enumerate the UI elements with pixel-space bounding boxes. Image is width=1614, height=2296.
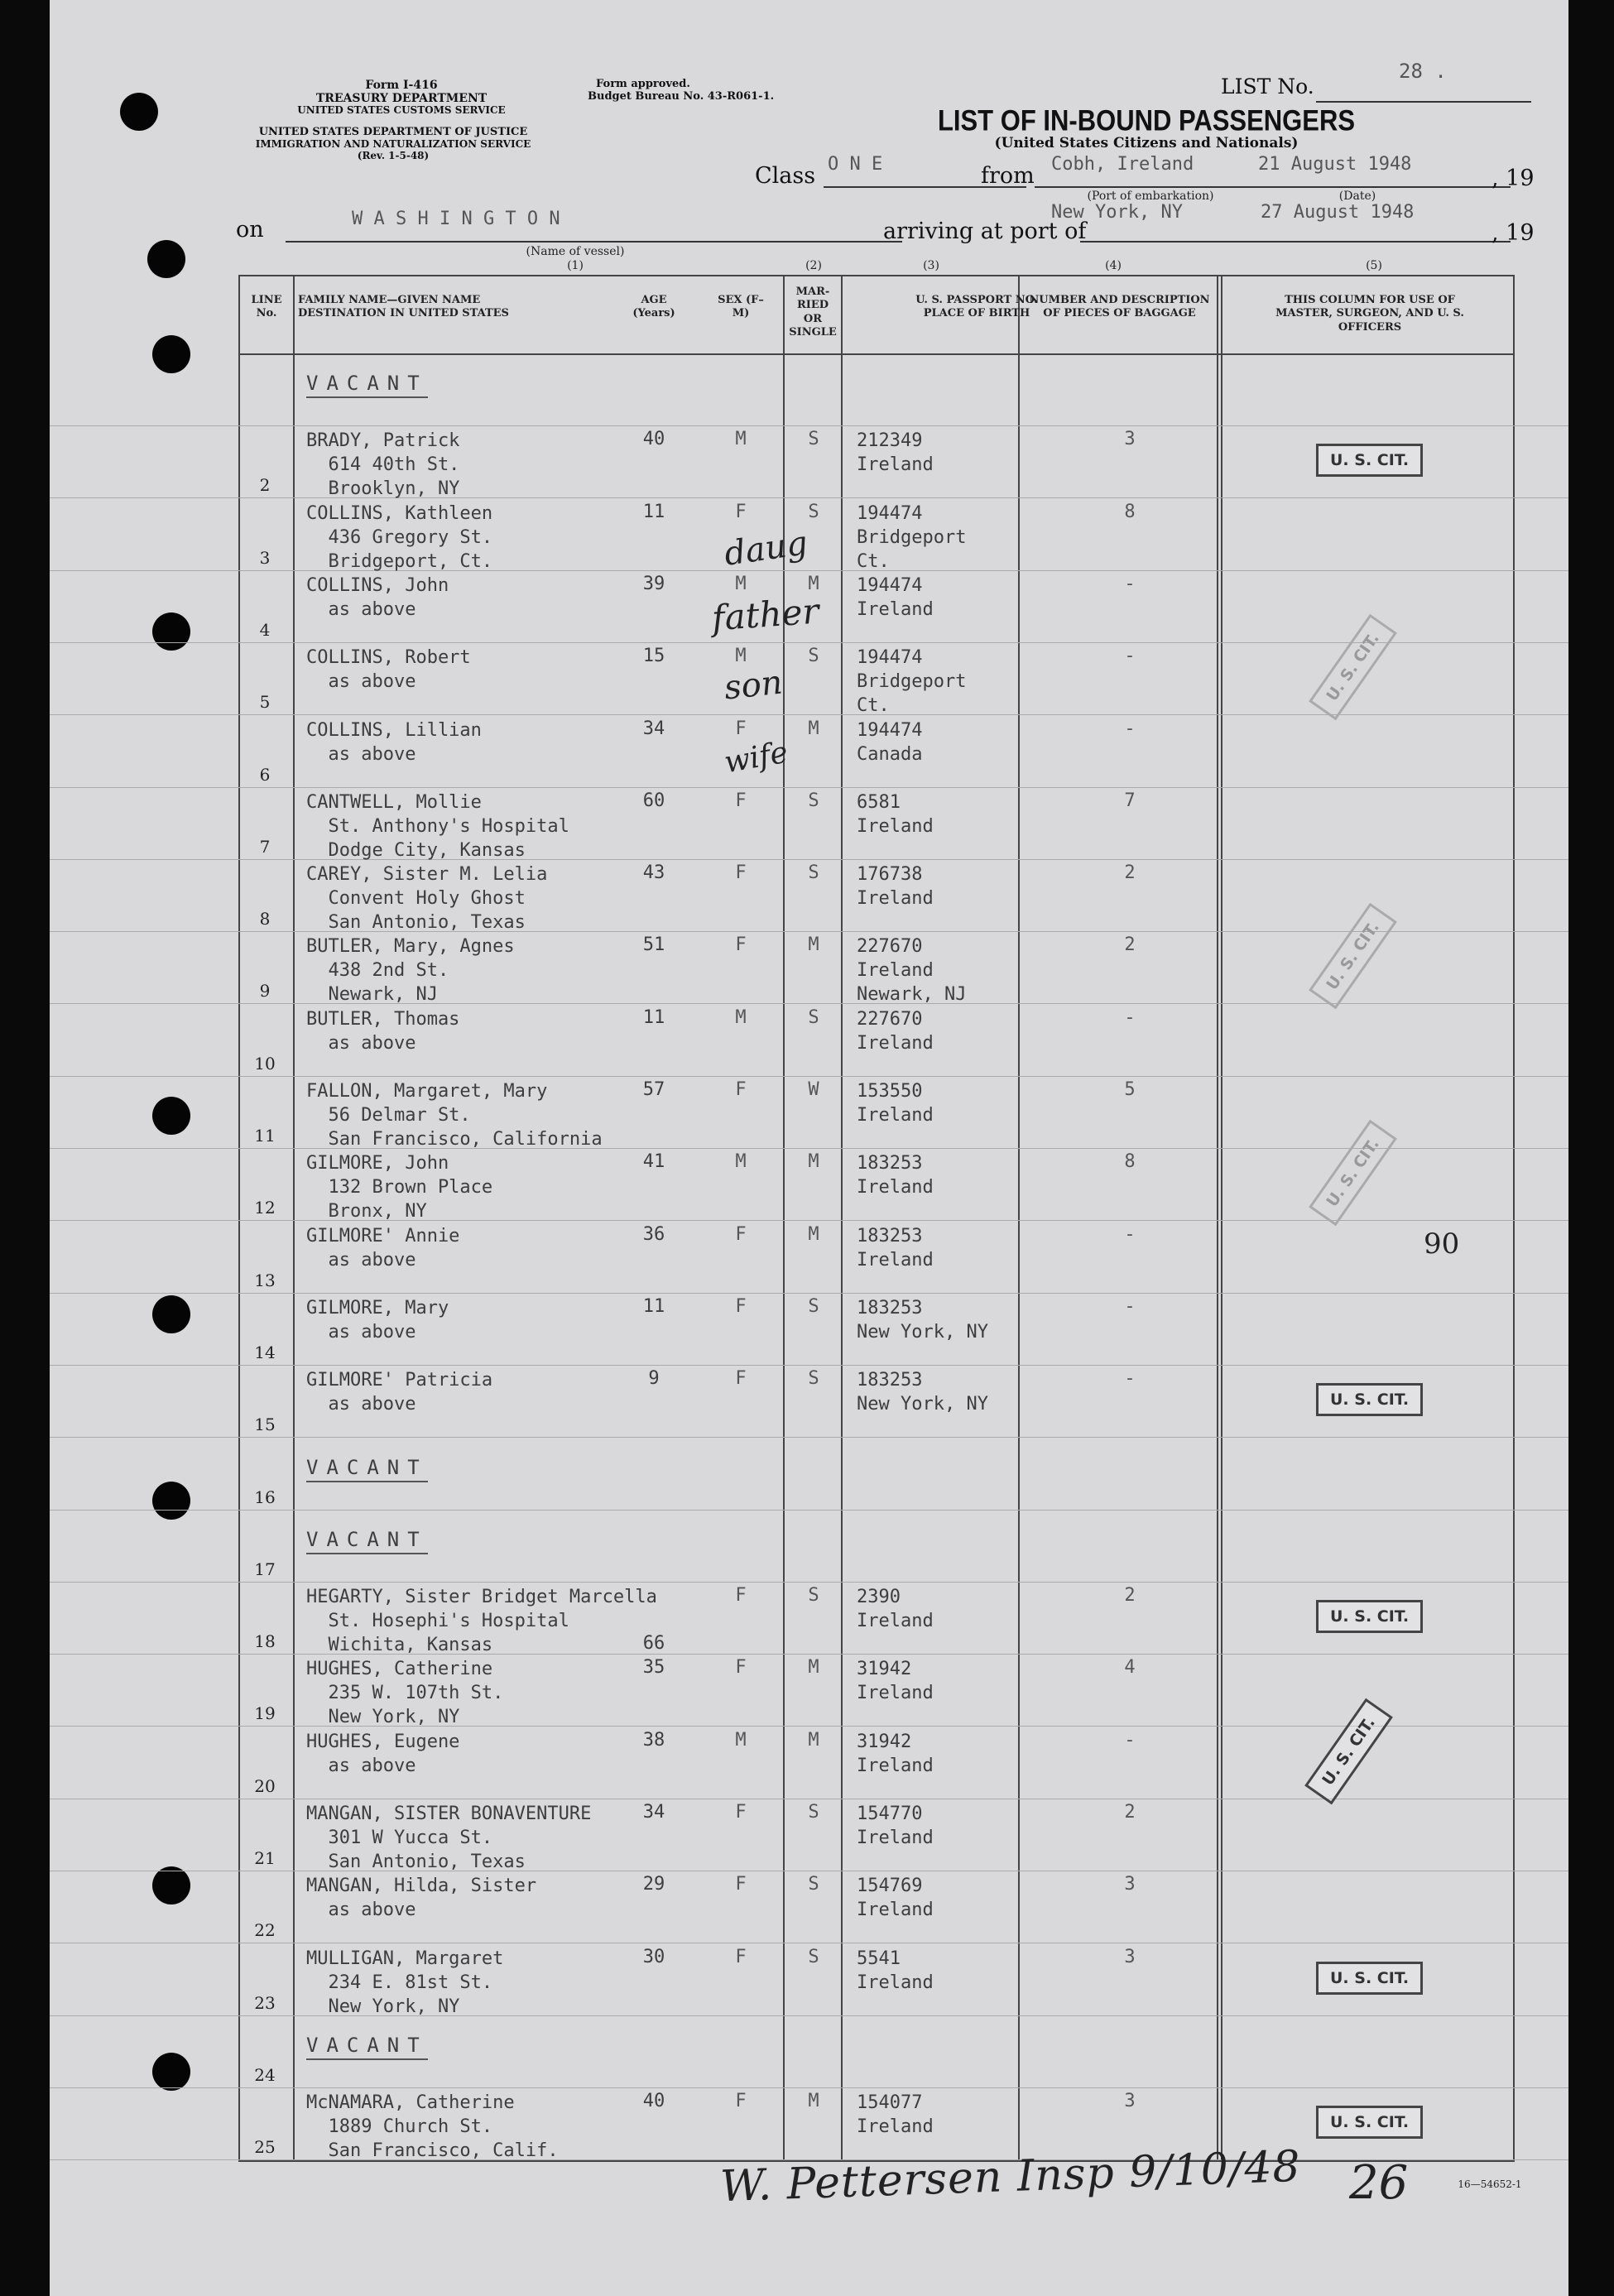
revision: (Rev. 1-5-48) xyxy=(357,149,430,161)
table-row xyxy=(50,2087,1568,2160)
baggage-count: 2 xyxy=(1124,1585,1136,1607)
table-row xyxy=(50,1365,1568,1438)
marital-status: M xyxy=(808,934,819,956)
arrival-underline xyxy=(1080,241,1511,243)
marital-status: M xyxy=(808,1151,819,1173)
line-number: 23 xyxy=(254,1992,276,2013)
handwritten-relation-father: father xyxy=(710,590,821,639)
baggage-count: 4 xyxy=(1124,1657,1136,1679)
line-number: 10 xyxy=(254,1053,276,1074)
baggage-count: - xyxy=(1124,718,1136,739)
passport-birthplace: 212349 Ireland xyxy=(857,430,934,476)
vacant-label: VACANT xyxy=(306,1528,428,1554)
vessel-underline xyxy=(286,241,902,243)
table-row xyxy=(50,715,1568,788)
arriving-label: arriving at port of xyxy=(883,219,1087,244)
passenger-age: 41 xyxy=(642,1151,665,1173)
marital-status: S xyxy=(808,790,819,811)
passenger-sex: F xyxy=(735,862,747,884)
baggage-count: - xyxy=(1124,646,1136,667)
form-sheet xyxy=(50,0,1568,2296)
line-number: 18 xyxy=(254,1631,276,1652)
passenger-name-destination: MANGAN, SISTER BONAVENTURE 301 W Yucca St. San Antonio, Texas xyxy=(306,1804,592,1872)
inspector-signature: W. Pettersen Insp 9/10/48 xyxy=(719,2141,1302,2212)
line-number: 3 xyxy=(259,547,271,568)
passport-birthplace: 183253 Ireland xyxy=(857,1225,934,1270)
marital-status: S xyxy=(808,1946,819,1967)
table-top-border xyxy=(238,275,1513,276)
passenger-sex: M xyxy=(735,573,747,594)
line-number: 12 xyxy=(254,1198,276,1218)
customs-service: UNITED STATES CUSTOMS SERVICE xyxy=(297,104,506,117)
handwritten-mark: 90 xyxy=(1424,1227,1460,1261)
treasury-dept: TREASURY DEPARTMENT xyxy=(315,92,488,106)
punch-hole xyxy=(120,93,158,131)
baggage-count: 3 xyxy=(1124,429,1136,450)
line-number: 19 xyxy=(254,1703,276,1724)
passenger-sex: F xyxy=(735,1223,747,1245)
passenger-age: 36 xyxy=(642,1223,665,1245)
baggage-count: - xyxy=(1124,1223,1136,1245)
handwritten-relation-son: son xyxy=(722,663,785,708)
passenger-sex: M xyxy=(735,1006,747,1028)
table-row xyxy=(50,1713,1568,1799)
arrival-date: 27 August 1948 xyxy=(1261,202,1415,223)
marital-status: S xyxy=(808,1006,819,1028)
passenger-age: 60 xyxy=(642,790,665,811)
baggage-count: - xyxy=(1124,573,1136,594)
vacant-row xyxy=(50,353,1568,426)
passenger-age: 9 xyxy=(648,1368,660,1390)
passenger-name-destination: COLLINS, John as above xyxy=(306,574,449,620)
date-caption-a: (Date) xyxy=(1338,190,1376,203)
baggage-count: - xyxy=(1124,1006,1136,1028)
table-row xyxy=(50,1076,1568,1149)
passenger-age: 11 xyxy=(642,1295,665,1317)
col-head-line: LINE No. xyxy=(251,294,282,320)
marital-status: S xyxy=(808,646,819,667)
ins-service: IMMIGRATION AND NATURALIZATION SERVICE xyxy=(255,137,531,150)
marital-status: M xyxy=(808,573,819,594)
embark-port: Cobh, Ireland xyxy=(1051,154,1194,175)
passenger-name-destination: BUTLER, Mary, Agnes 438 2nd St. Newark, NJ xyxy=(306,936,515,1006)
passenger-sex: F xyxy=(735,1874,747,1895)
passport-birthplace: 194474 Canada xyxy=(857,719,923,765)
baggage-count: 2 xyxy=(1124,934,1136,956)
marital-status: M xyxy=(808,2091,819,2112)
passport-birthplace: 183253 New York, NY xyxy=(857,1370,988,1415)
passenger-name-destination: COLLINS, Lillian as above xyxy=(306,719,482,765)
passenger-age: 34 xyxy=(642,1802,665,1823)
passport-birthplace: 176738 Ireland xyxy=(857,864,934,910)
us-cit-stamp: U. S. CIT. xyxy=(1316,444,1423,477)
line-number: 11 xyxy=(254,1126,276,1146)
vessel-name: W A S H I N G T O N xyxy=(352,209,560,229)
line-number: 25 xyxy=(254,2137,276,2158)
passenger-age: 29 xyxy=(642,1874,665,1895)
year-19-a: , 19 xyxy=(1492,166,1535,191)
passenger-name-destination: MULLIGAN, Margaret 234 E. 81st St. New York, NY xyxy=(306,1948,504,2017)
baggage-count: 3 xyxy=(1124,1946,1136,1967)
marital-status: S xyxy=(808,1585,819,1607)
passenger-sex: M xyxy=(735,1729,747,1751)
passenger-age: 11 xyxy=(642,1006,665,1028)
table-row xyxy=(50,1582,1568,1655)
passenger-age: 11 xyxy=(642,501,665,522)
passport-birthplace: 183253 Ireland xyxy=(857,1153,934,1198)
marital-status: M xyxy=(808,1657,819,1679)
baggage-count: - xyxy=(1124,1295,1136,1317)
vacant-label: VACANT xyxy=(306,372,428,398)
handwritten-relation-wife: wife xyxy=(722,735,790,781)
passenger-name-destination: McNAMARA, Catherine 1889 Church St. San Francisco, Calif. xyxy=(306,2092,559,2162)
passenger-name-destination: MANGAN, Hilda, Sister as above xyxy=(306,1876,537,1921)
table-row xyxy=(50,1004,1568,1077)
col-head-married: MAR- RIED OR SINGLE xyxy=(789,286,837,339)
col-head-name: FAMILY NAME—GIVEN NAME DESTINATION IN UNITED STATES xyxy=(298,294,509,320)
passport-birthplace: 194474 Ireland xyxy=(857,574,934,620)
list-no-label: LIST No. xyxy=(1221,74,1314,98)
passenger-age: 15 xyxy=(642,646,665,667)
page-subtitle: (United States Citizens and Nationals) xyxy=(994,135,1299,151)
passport-birthplace: 227670 Ireland Newark, NJ xyxy=(857,936,967,1006)
passenger-age: 38 xyxy=(642,1729,665,1751)
us-cit-stamp: U. S. CIT. xyxy=(1316,1600,1423,1633)
passenger-sex: F xyxy=(735,1079,747,1100)
passenger-sex: F xyxy=(735,1295,747,1317)
passenger-name-destination: CANTWELL, Mollie St. Anthony's Hospital Dodge City, Kansas xyxy=(306,791,569,861)
table-row xyxy=(50,1799,1568,1871)
passenger-name-destination: GILMORE' Patricia as above xyxy=(306,1370,493,1415)
line-number: 5 xyxy=(259,692,271,713)
table-row xyxy=(50,1871,1568,1943)
page-title: LIST OF IN-BOUND PASSENGERS xyxy=(937,103,1356,137)
table-row xyxy=(50,425,1568,498)
vacant-row xyxy=(50,2015,1568,2088)
us-cit-stamp-faint: U. S. CIT. xyxy=(1309,614,1397,721)
vacant-row xyxy=(50,1510,1568,1583)
line-number: 21 xyxy=(254,1848,276,1868)
line-number: 20 xyxy=(254,1775,276,1796)
us-cit-stamp: U. S. CIT. xyxy=(1316,1962,1423,1995)
marital-status: M xyxy=(808,1729,819,1751)
page-number-handwritten: 26 xyxy=(1349,2156,1409,2210)
vessel-caption: (Name of vessel) xyxy=(526,245,625,258)
from-label: from xyxy=(981,163,1035,189)
passport-birthplace: 5541 Ireland xyxy=(857,1948,934,1993)
passenger-name-destination: GILMORE, Mary as above xyxy=(306,1297,449,1343)
table-row xyxy=(50,1221,1568,1294)
marital-status: S xyxy=(808,1295,819,1317)
passenger-sex: F xyxy=(735,718,747,739)
baggage-count: 2 xyxy=(1124,862,1136,884)
form-approved: Form approved. xyxy=(596,78,690,90)
print-code: 16—54652-1 xyxy=(1458,2178,1522,2190)
baggage-count: 3 xyxy=(1124,2091,1136,2112)
passenger-age: 40 xyxy=(642,2091,665,2112)
us-cit-stamp-faint: U. S. CIT. xyxy=(1309,903,1397,1010)
vessel-col-no: (1) xyxy=(567,259,584,272)
passport-birthplace: 153550 Ireland xyxy=(857,1081,934,1126)
class-value: O N E xyxy=(828,154,883,175)
embark-date: 21 August 1948 xyxy=(1258,154,1412,175)
baggage-count: 8 xyxy=(1124,1151,1136,1173)
col-no-2: (2) xyxy=(805,259,822,272)
year-19-b: , 19 xyxy=(1492,220,1535,246)
us-cit-stamp: U. S. CIT. xyxy=(1316,2106,1423,2139)
embark-port-caption: (Port of embarkation) xyxy=(1087,190,1214,203)
baggage-count: 3 xyxy=(1124,1874,1136,1895)
passenger-sex: F xyxy=(735,1946,747,1967)
passenger-sex: F xyxy=(735,1368,747,1390)
line-number: 13 xyxy=(254,1270,276,1290)
line-number: 14 xyxy=(254,1342,276,1362)
vacant-row xyxy=(50,1438,1568,1511)
passenger-age: 35 xyxy=(642,1657,665,1679)
passenger-age: 40 xyxy=(642,429,665,450)
marital-status: M xyxy=(808,718,819,739)
passport-birthplace: 194474 Bridgeport Ct. xyxy=(857,647,967,717)
form-number: Form I-416 xyxy=(365,79,438,92)
table-row xyxy=(50,1654,1568,1727)
passport-birthplace: 2390 Ireland xyxy=(857,1587,934,1632)
marital-status: W xyxy=(808,1079,819,1100)
us-cit-stamp-faint: U. S. CIT. xyxy=(1309,1120,1397,1227)
passenger-age: 30 xyxy=(642,1946,665,1967)
passenger-sex: M xyxy=(735,1151,747,1173)
baggage-count: 7 xyxy=(1124,790,1136,811)
passenger-sex: M xyxy=(735,646,747,667)
passenger-name-destination: GILMORE' Annie as above xyxy=(306,1225,460,1270)
line-number: 8 xyxy=(259,909,271,929)
passenger-name-destination: BRADY, Patrick 614 40th St. Brooklyn, NY xyxy=(306,430,460,500)
passenger-sex: F xyxy=(735,1657,747,1679)
col-head-passport: U. S. PASSPORT NO. PLACE OF BIRTH xyxy=(915,294,1038,320)
justice-block xyxy=(236,127,550,162)
col-no-4: (4) xyxy=(1105,259,1122,272)
line-number: 9 xyxy=(259,981,271,1001)
passenger-sex: F xyxy=(735,790,747,811)
passenger-age: 51 xyxy=(642,934,665,956)
table-row xyxy=(50,1943,1568,2016)
line-number: 24 xyxy=(254,2064,276,2085)
list-no-underline xyxy=(1316,101,1531,103)
line-number: 4 xyxy=(259,619,271,640)
baggage-count: - xyxy=(1124,1368,1136,1390)
vacant-label: VACANT xyxy=(306,2034,428,2060)
passenger-age: 43 xyxy=(642,862,665,884)
passenger-age: 66 xyxy=(642,1633,665,1655)
marital-status: S xyxy=(808,1874,819,1895)
line-number: 15 xyxy=(254,1415,276,1435)
passenger-name-destination: GILMORE, John 132 Brown Place Bronx, NY xyxy=(306,1153,493,1222)
col-head-age: AGE (Years) xyxy=(632,294,675,320)
passenger-name-destination: CAREY, Sister M. Lelia Convent Holy Ghost San Antonio, Texas xyxy=(306,864,548,934)
passport-birthplace: 6581 Ireland xyxy=(857,791,934,837)
line-number: 16 xyxy=(254,1487,276,1507)
col-no-3: (3) xyxy=(923,259,939,272)
us-cit-stamp: U. S. CIT. xyxy=(1316,1383,1423,1416)
from-underline xyxy=(1035,186,1511,188)
line-number: 2 xyxy=(259,475,271,496)
marital-status: S xyxy=(808,429,819,450)
passenger-sex: F xyxy=(735,501,747,522)
col-head-baggage: NUMBER AND DESCRIPTION OF PIECES OF BAGGAGE xyxy=(1029,294,1210,320)
baggage-count: 8 xyxy=(1124,501,1136,522)
passenger-name-destination: HEGARTY, Sister Bridget Marcella St. Hosephi's Hospital Wichita, Kansas xyxy=(306,1587,657,1656)
budget-block xyxy=(588,79,803,103)
passenger-sex: M xyxy=(735,429,747,450)
col-head-officers: THIS COLUMN FOR USE OF MASTER, SURGEON, AND U. S. OFFICERS xyxy=(1275,294,1464,334)
marital-status: S xyxy=(808,862,819,884)
class-label: Class xyxy=(755,163,816,189)
passport-birthplace: 183253 New York, NY xyxy=(857,1297,988,1343)
passport-birthplace: 154770 Ireland xyxy=(857,1804,934,1848)
passenger-age: 57 xyxy=(642,1079,665,1100)
budget-bureau: Budget Bureau No. 43-R061-1. xyxy=(588,89,775,103)
passenger-name-destination: HUGHES, Catherine 235 W. 107th St. New York, NY xyxy=(306,1659,504,1728)
table-row xyxy=(50,1293,1568,1366)
list-no-value: 28 . xyxy=(1399,60,1447,83)
table-row xyxy=(50,787,1568,860)
line-number: 17 xyxy=(254,1559,276,1579)
on-label: on xyxy=(236,217,264,243)
passenger-sex: F xyxy=(735,1802,747,1823)
passenger-sex: F xyxy=(735,2091,747,2112)
col-no-5: (5) xyxy=(1366,259,1382,272)
vacant-label: VACANT xyxy=(306,1456,428,1482)
passenger-age: 34 xyxy=(642,718,665,739)
arrival-port: New York, NY xyxy=(1051,202,1183,223)
passport-birthplace: 31942 Ireland xyxy=(857,1731,934,1776)
handwritten-relation-daug: daug xyxy=(722,524,810,574)
marital-status: S xyxy=(808,1368,819,1390)
passenger-sex: F xyxy=(735,1585,747,1607)
line-number: 6 xyxy=(259,764,271,785)
baggage-count: 2 xyxy=(1124,1802,1136,1823)
passenger-age: 39 xyxy=(642,573,665,594)
table-row xyxy=(50,859,1568,932)
passenger-name-destination: FALLON, Margaret, Mary 56 Delmar St. San Francisco, California xyxy=(306,1081,603,1150)
passport-birthplace: 227670 Ireland xyxy=(857,1008,934,1054)
passport-birthplace: 194474 Bridgeport Ct. xyxy=(857,502,967,572)
passport-birthplace: 154769 Ireland xyxy=(857,1876,934,1921)
form-id-block xyxy=(277,79,526,117)
table-row xyxy=(50,629,1568,717)
passport-birthplace: 31942 Ireland xyxy=(857,1659,934,1704)
table-row xyxy=(50,919,1568,1006)
passenger-sex: F xyxy=(735,934,747,956)
col-head-sex: SEX (F–M) xyxy=(718,294,764,320)
baggage-count: 5 xyxy=(1124,1079,1136,1100)
baggage-count: - xyxy=(1124,1729,1136,1751)
line-number: 7 xyxy=(259,836,271,857)
line-number: 22 xyxy=(254,1920,276,1941)
passport-birthplace: 154077 Ireland xyxy=(857,2092,934,2138)
us-cit-stamp-rotated: U. S. CIT. xyxy=(1304,1698,1393,1804)
punch-hole xyxy=(147,240,185,278)
passenger-name-destination: HUGHES, Eugene as above xyxy=(306,1731,460,1776)
passenger-name-destination: COLLINS, Robert as above xyxy=(306,647,471,693)
passenger-name-destination: BUTLER, Thomas as above xyxy=(306,1008,460,1054)
justice-dept: UNITED STATES DEPARTMENT OF JUSTICE xyxy=(258,126,528,138)
passenger-name-destination: COLLINS, Kathleen 436 Gregory St. Bridgeport, Ct. xyxy=(306,502,493,572)
marital-status: M xyxy=(808,1223,819,1245)
marital-status: S xyxy=(808,1802,819,1823)
marital-status: S xyxy=(808,501,819,522)
